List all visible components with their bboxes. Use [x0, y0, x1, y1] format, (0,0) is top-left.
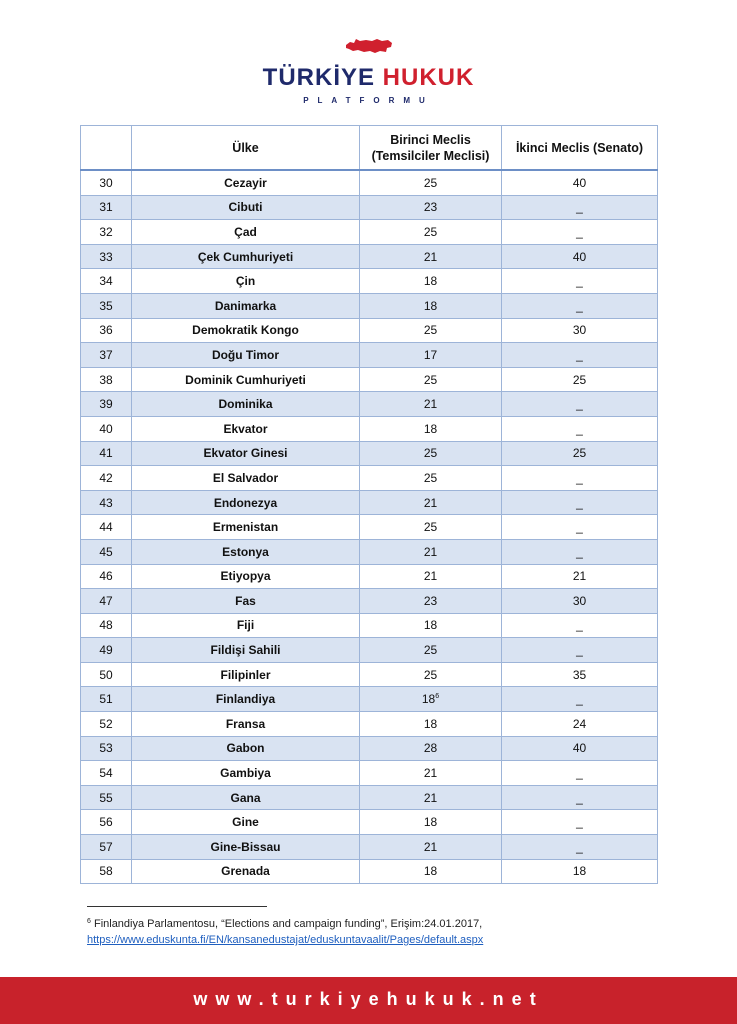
header-first-line2: (Temsilciler Meclisi) [371, 148, 490, 163]
row-second-chamber [502, 293, 658, 318]
table-row [81, 195, 658, 220]
row-number-value: 51 [99, 692, 113, 707]
row-first-chamber-value: 21 [423, 544, 438, 559]
row-first-chamber-value: 25 [423, 520, 438, 535]
row-second-chamber [502, 662, 658, 687]
header-first-chamber [360, 126, 502, 171]
row-first-chamber [360, 318, 502, 343]
row-first-chamber-value: 21 [423, 790, 438, 805]
brand-word-1: TÜRKİYE [262, 64, 375, 91]
row-country-value: Ermenistan [212, 520, 279, 535]
footnote-divider [87, 906, 267, 907]
row-second-chamber-value: _ [576, 618, 583, 633]
row-first-chamber-value: 28 [423, 741, 438, 756]
row-first-chamber-value: 18 [423, 864, 438, 879]
table-row [81, 170, 658, 195]
row-number-value: 56 [99, 815, 113, 830]
row-first-chamber [360, 466, 502, 491]
row-first-chamber-value: 21 [423, 766, 438, 781]
row-first-chamber [360, 859, 502, 884]
row-second-chamber-value: 25 [572, 372, 587, 387]
row-second-chamber [502, 244, 658, 269]
row-country [132, 195, 360, 220]
row-first-chamber-value: 21 [423, 397, 438, 412]
row-number [81, 859, 132, 884]
row-second-chamber-value: _ [576, 421, 583, 436]
table-row [81, 367, 658, 392]
table-row [81, 810, 658, 835]
footnote-link[interactable]: https://www.eduskunta.fi/EN/kansanedustajat/eduskuntavaalit/Pages/default.aspx [87, 934, 484, 946]
turkey-map-icon [344, 36, 394, 56]
row-first-chamber [360, 810, 502, 835]
row-second-chamber [502, 490, 658, 515]
row-second-chamber-value: _ [576, 544, 583, 559]
row-country-value: Cibuti [228, 200, 263, 215]
footer-website[interactable]: www.turkiyehukuk.net [193, 989, 544, 1009]
row-first-chamber [360, 293, 502, 318]
table-row [81, 859, 658, 884]
row-first-chamber [360, 392, 502, 417]
table-row [81, 662, 658, 687]
row-second-chamber-value: _ [576, 397, 583, 412]
row-second-chamber [502, 515, 658, 540]
row-number-value: 35 [99, 298, 113, 313]
row-first-chamber-value: 23 [423, 200, 438, 215]
row-country [132, 392, 360, 417]
table-row [81, 564, 658, 589]
row-first-chamber [360, 564, 502, 589]
row-second-chamber-value: _ [576, 495, 583, 510]
row-country [132, 367, 360, 392]
row-number-value: 58 [99, 864, 113, 879]
row-first-chamber-value: 17 [423, 347, 438, 362]
row-country [132, 490, 360, 515]
row-number-value: 50 [99, 667, 113, 682]
row-number-value: 48 [99, 618, 113, 633]
row-country-value: El Salvador [212, 470, 279, 485]
row-number-value: 31 [99, 200, 113, 215]
row-country [132, 269, 360, 294]
row-number [81, 835, 132, 860]
row-second-chamber-value: 30 [572, 323, 587, 338]
row-second-chamber-value: _ [576, 347, 583, 362]
row-number-value: 30 [99, 175, 113, 190]
row-country-value: Danimarka [214, 298, 277, 313]
table-row [81, 613, 658, 638]
row-first-chamber-value: 25 [423, 175, 438, 190]
row-number [81, 441, 132, 466]
row-second-chamber-value: 21 [572, 569, 587, 584]
row-second-chamber-value: _ [576, 520, 583, 535]
row-number-value: 39 [99, 397, 113, 412]
row-number [81, 712, 132, 737]
row-second-chamber [502, 367, 658, 392]
row-country-value: Fildişi Sahili [210, 643, 281, 658]
row-number [81, 170, 132, 195]
row-second-chamber-value: _ [576, 815, 583, 830]
row-country [132, 810, 360, 835]
table-row [81, 515, 658, 540]
row-number-value: 47 [99, 593, 113, 608]
row-country [132, 515, 360, 540]
table-row [81, 269, 658, 294]
row-country [132, 589, 360, 614]
row-number [81, 564, 132, 589]
row-number-value: 52 [99, 716, 113, 731]
row-first-chamber-value: 25 [423, 224, 438, 239]
brand-logo [0, 64, 737, 92]
header-index [81, 126, 132, 171]
row-first-chamber-value: 25 [423, 372, 438, 387]
row-first-chamber [360, 195, 502, 220]
row-country-value: Gambiya [220, 766, 271, 781]
table-row [81, 539, 658, 564]
row-first-chamber [360, 244, 502, 269]
row-country [132, 638, 360, 663]
row-country-value: Cezayir [224, 175, 267, 190]
row-country-value: Grenada [221, 864, 270, 879]
row-number-value: 34 [99, 274, 113, 289]
row-second-chamber [502, 712, 658, 737]
row-second-chamber-value: _ [576, 200, 583, 215]
row-second-chamber-value: 35 [572, 667, 587, 682]
row-country [132, 785, 360, 810]
row-first-chamber-value: 23 [423, 593, 438, 608]
row-number [81, 785, 132, 810]
row-first-chamber-value: 18 [423, 618, 438, 633]
row-country-value: Finlandiya [215, 692, 276, 707]
row-country-value: Fransa [225, 716, 266, 731]
row-second-chamber [502, 170, 658, 195]
row-second-chamber-value: _ [576, 766, 583, 781]
row-country-value: Fiji [236, 618, 255, 633]
row-number [81, 416, 132, 441]
row-country [132, 736, 360, 761]
footnote-number: 6 [87, 918, 91, 925]
row-number [81, 736, 132, 761]
row-number [81, 269, 132, 294]
row-second-chamber-value: _ [576, 839, 583, 854]
row-number-value: 33 [99, 249, 113, 264]
row-first-chamber [360, 170, 502, 195]
footnote [87, 914, 687, 948]
row-number-value: 49 [99, 643, 113, 658]
row-country [132, 613, 360, 638]
row-first-chamber-value: 21 [423, 249, 438, 264]
row-number [81, 539, 132, 564]
table-row [81, 416, 658, 441]
row-second-chamber [502, 441, 658, 466]
row-country [132, 441, 360, 466]
row-first-chamber-value: 18 [423, 274, 438, 289]
row-first-chamber-value: 21 [423, 495, 438, 510]
row-second-chamber-value: _ [576, 643, 583, 658]
row-first-chamber [360, 441, 502, 466]
row-second-chamber [502, 318, 658, 343]
row-number [81, 195, 132, 220]
row-second-chamber [502, 589, 658, 614]
parliament-age-table [80, 125, 658, 884]
row-country [132, 564, 360, 589]
table-row [81, 589, 658, 614]
row-country [132, 318, 360, 343]
row-first-chamber [360, 785, 502, 810]
row-number [81, 490, 132, 515]
row-number-value: 54 [99, 766, 113, 781]
row-number [81, 293, 132, 318]
row-country [132, 539, 360, 564]
row-number-value: 37 [99, 347, 113, 362]
page-header [0, 30, 737, 110]
row-second-chamber [502, 539, 658, 564]
row-second-chamber [502, 859, 658, 884]
row-first-chamber-value: 25 [423, 667, 438, 682]
row-number-value: 36 [99, 323, 113, 338]
row-country-value: Ekvator Ginesi [203, 446, 288, 461]
row-second-chamber-value: 30 [572, 593, 587, 608]
row-number [81, 220, 132, 245]
table-row [81, 761, 658, 786]
row-second-chamber [502, 269, 658, 294]
table-row [81, 736, 658, 761]
row-country-value: Çad [234, 224, 257, 239]
table-row [81, 466, 658, 491]
row-first-chamber-value: 25 [423, 643, 438, 658]
row-first-chamber-value: 18 [423, 716, 438, 731]
row-first-chamber-value: 25 [423, 446, 438, 461]
table-row [81, 244, 658, 269]
row-first-chamber [360, 490, 502, 515]
row-first-chamber [360, 835, 502, 860]
row-country [132, 170, 360, 195]
table-row [81, 835, 658, 860]
row-first-chamber-value: 18 [423, 815, 438, 830]
row-country-value: Dominik Cumhuriyeti [185, 372, 306, 387]
row-first-chamber [360, 416, 502, 441]
table-row [81, 712, 658, 737]
header-country: Ülke [132, 126, 360, 171]
row-number-value: 53 [99, 741, 113, 756]
header-first-line1: Birinci Meclis [390, 132, 471, 147]
row-second-chamber-value: _ [576, 692, 583, 707]
row-country-value: Ekvator [223, 421, 268, 436]
row-first-chamber [360, 539, 502, 564]
footnote-ref[interactable]: 6 [435, 693, 440, 701]
row-second-chamber-value: 40 [572, 249, 587, 264]
row-country-value: Demokratik Kongo [192, 323, 299, 338]
row-number [81, 343, 132, 368]
row-number [81, 515, 132, 540]
row-country [132, 835, 360, 860]
table-row [81, 687, 658, 712]
row-country-value: Doğu Timor [211, 347, 280, 362]
row-first-chamber [360, 343, 502, 368]
row-number [81, 687, 132, 712]
row-second-chamber-value: _ [576, 790, 583, 805]
row-second-chamber [502, 736, 658, 761]
row-second-chamber [502, 785, 658, 810]
table-row [81, 441, 658, 466]
row-country-value: Endonezya [213, 495, 278, 510]
row-first-chamber [360, 736, 502, 761]
row-first-chamber-value: 21 [423, 569, 438, 584]
row-number-value: 43 [99, 495, 113, 510]
row-first-chamber [360, 712, 502, 737]
row-first-chamber [360, 515, 502, 540]
row-second-chamber-value: 40 [572, 175, 587, 190]
row-first-chamber-value: 25 [423, 323, 438, 338]
row-country [132, 662, 360, 687]
row-second-chamber-value: 40 [572, 741, 587, 756]
row-country-value: Fas [235, 593, 256, 608]
row-country [132, 687, 360, 712]
row-second-chamber [502, 810, 658, 835]
row-number-value: 57 [99, 839, 113, 854]
row-country [132, 244, 360, 269]
row-country [132, 220, 360, 245]
row-number [81, 392, 132, 417]
row-second-chamber [502, 343, 658, 368]
row-second-chamber [502, 613, 658, 638]
row-number-value: 46 [99, 569, 113, 584]
row-second-chamber-value: 18 [572, 864, 587, 879]
brand-subtitle: PLATFORMU [303, 96, 434, 105]
row-country [132, 761, 360, 786]
row-country [132, 712, 360, 737]
table-body [81, 170, 658, 884]
row-country-value: Çek Cumhuriyeti [197, 249, 294, 264]
row-first-chamber [360, 269, 502, 294]
table-row [81, 293, 658, 318]
row-country [132, 343, 360, 368]
row-number-value: 40 [99, 421, 113, 436]
row-country-value: Etiyopya [220, 569, 271, 584]
row-second-chamber-value: _ [576, 470, 583, 485]
row-number [81, 662, 132, 687]
row-second-chamber [502, 761, 658, 786]
row-second-chamber [502, 835, 658, 860]
row-number-value: 45 [99, 544, 113, 559]
table-row [81, 343, 658, 368]
row-first-chamber-value: 18 [421, 692, 436, 707]
table-row [81, 220, 658, 245]
row-first-chamber-value: 21 [423, 839, 438, 854]
row-country-value: Estonya [222, 544, 269, 559]
row-second-chamber [502, 687, 658, 712]
row-first-chamber-value: 18 [423, 421, 438, 436]
footer-bar [0, 977, 737, 1024]
row-country-value: Gabon [226, 741, 265, 756]
row-first-chamber-value: 25 [423, 470, 438, 485]
row-number [81, 367, 132, 392]
row-second-chamber-value: _ [576, 274, 583, 289]
row-second-chamber [502, 416, 658, 441]
row-number-value: 38 [99, 372, 113, 387]
row-second-chamber [502, 220, 658, 245]
row-first-chamber [360, 220, 502, 245]
row-second-chamber [502, 392, 658, 417]
table-row [81, 785, 658, 810]
row-second-chamber-value: 24 [572, 716, 587, 731]
table-row [81, 392, 658, 417]
table-row [81, 318, 658, 343]
row-first-chamber [360, 613, 502, 638]
row-number [81, 318, 132, 343]
table-row [81, 638, 658, 663]
row-country-value: Gine-Bissau [210, 839, 281, 854]
row-second-chamber-value: 25 [572, 446, 587, 461]
row-second-chamber-value: _ [576, 298, 583, 313]
row-first-chamber [360, 367, 502, 392]
row-number-value: 55 [99, 790, 113, 805]
row-first-chamber [360, 638, 502, 663]
brand-word-2: HUKUK [382, 64, 475, 91]
row-first-chamber [360, 589, 502, 614]
row-number [81, 761, 132, 786]
row-first-chamber [360, 662, 502, 687]
row-country-value: Çin [235, 274, 256, 289]
table-header-row [81, 126, 658, 171]
row-number [81, 466, 132, 491]
table-row [81, 490, 658, 515]
row-number [81, 589, 132, 614]
row-number [81, 613, 132, 638]
row-number [81, 638, 132, 663]
row-country [132, 293, 360, 318]
row-country-value: Gine [232, 815, 259, 830]
row-second-chamber [502, 638, 658, 663]
row-first-chamber [360, 687, 502, 712]
row-second-chamber [502, 466, 658, 491]
row-number [81, 810, 132, 835]
row-country-value: Dominika [218, 397, 273, 412]
row-number-value: 42 [99, 470, 113, 485]
row-number-value: 44 [99, 520, 113, 535]
header-second-chamber: İkinci Meclis (Senato) [502, 126, 658, 171]
row-country-value: Gana [230, 790, 261, 805]
row-country [132, 859, 360, 884]
row-number-value: 41 [99, 446, 113, 461]
row-second-chamber [502, 195, 658, 220]
row-number-value: 32 [99, 224, 113, 239]
row-second-chamber [502, 564, 658, 589]
row-number [81, 244, 132, 269]
footnote-text: Finlandiya Parlamentosu, “Elections and campaign funding”, Erişim:24.01.2017, [93, 918, 483, 930]
row-second-chamber-value: _ [576, 224, 583, 239]
row-first-chamber [360, 761, 502, 786]
row-first-chamber-value: 18 [423, 298, 438, 313]
row-country [132, 466, 360, 491]
row-country-value: Filipinler [220, 667, 271, 682]
row-country [132, 416, 360, 441]
